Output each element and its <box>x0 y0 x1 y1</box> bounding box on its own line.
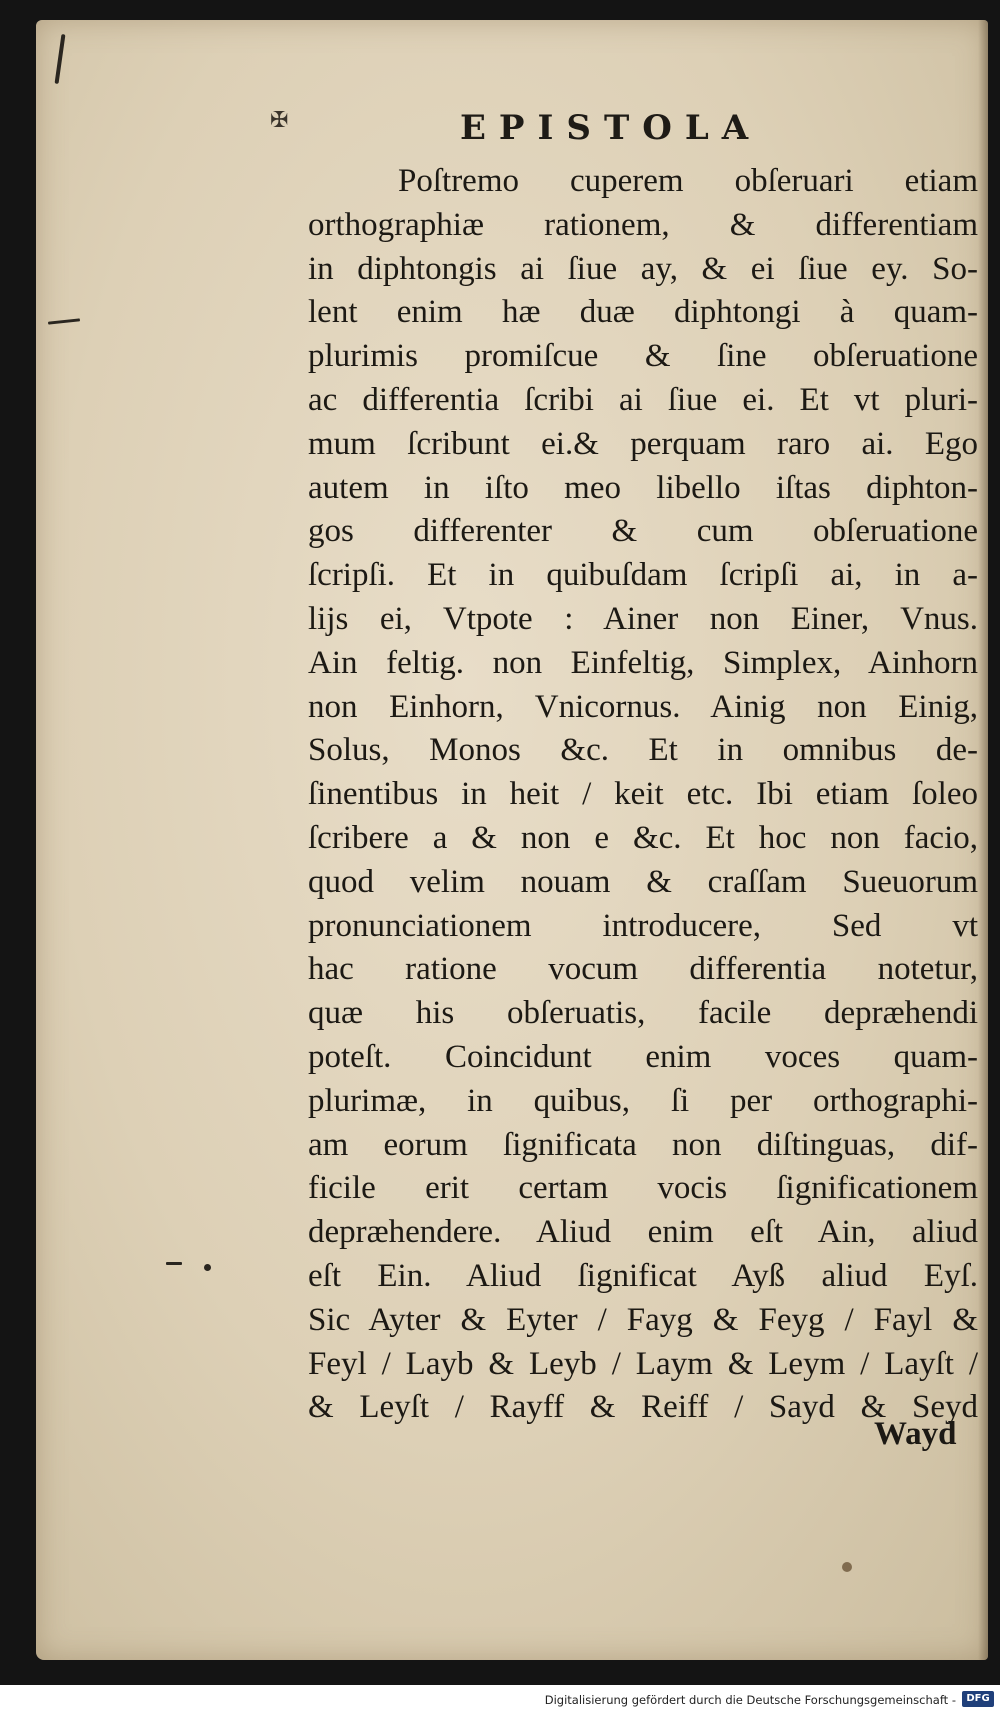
text-line: & Leyſt / Rayff & Reiff / Sayd & Seyd <box>308 1389 978 1426</box>
body-text <box>308 160 978 1430</box>
text-line: plurimæ, in quibus, ſi per orthographi- <box>308 1082 978 1119</box>
text-line: Ain feltig. non Einfeltig, Simplex, Ainhorn <box>308 644 978 681</box>
text-line: gos differenter & cum obſeruatione <box>308 513 978 550</box>
margin-mark <box>166 1262 182 1265</box>
text-line: Feyl / Layb & Leyb / Laym & Leym / Layſt / <box>308 1345 978 1382</box>
text-line: in diphtongis ai ſiue ay, & ei ſiue ey. So- <box>308 250 978 287</box>
funding-credit: Digitalisierung gefördert durch die Deutsche Forschungsgemeinschaft - <box>544 1693 956 1707</box>
running-head: EPISTOLA <box>460 108 762 148</box>
ink-mark <box>55 34 66 84</box>
margin-mark <box>48 318 80 324</box>
text-line: poteſt. Coincidunt enim voces quam- <box>308 1038 978 1075</box>
footer-bar <box>0 1685 1000 1717</box>
text-line: non Einhorn, Vnicornus. Ainig non Einig, <box>308 688 978 725</box>
text-line: eſt Ein. Aliud ſignificat Ayß aliud Eyſ. <box>308 1257 978 1294</box>
text-line: depræhendere. Aliud enim eſt Ain, aliud <box>308 1214 978 1251</box>
header-ornament-icon: ✠ <box>270 108 289 133</box>
text-line: lent enim hæ duæ diphtongi à quam- <box>308 294 978 331</box>
text-line: ſcripſi. Et in quibuſdam ſcripſi ai, in a- <box>308 557 978 594</box>
dfg-logo-icon: DFG <box>962 1691 994 1707</box>
text-line: quod velim nouam & craſſam Sueuorum <box>308 863 978 900</box>
text-line: ficile erit certam vocis ſignificationem <box>308 1170 978 1207</box>
text-line: autem in iſto meo libello iſtas diphton- <box>308 469 978 506</box>
text-line: mum ſcribunt ei.& perquam raro ai. Ego <box>308 425 978 462</box>
margin-mark <box>204 1264 211 1271</box>
text-line: hac ratione vocum differentia notetur, <box>308 951 978 988</box>
page-edge-shadow <box>978 20 988 1660</box>
text-line: Solus, Monos &c. Et in omnibus de- <box>308 732 978 769</box>
text-line: am eorum ſignificata non diſtinguas, dif- <box>308 1126 978 1163</box>
text-line: ſinentibus in heit / keit etc. Ibi etiam ſoleo <box>308 776 978 813</box>
text-line: orthographiæ rationem, & differentiam <box>308 206 978 243</box>
text-line: ſcribere a & non e &c. Et hoc non facio, <box>308 819 978 856</box>
text-line: plurimis promiſcue & ſine obſeruatione <box>308 338 978 375</box>
text-line: pronunciationem introducere, Sed vt <box>308 907 978 944</box>
text-line: Poſtremo cuperem obſeruari etiam <box>398 163 978 199</box>
text-line: ac differentia ſcribi ai ſiue ei. Et vt pluri- <box>308 381 978 418</box>
catchword: Wayd <box>874 1416 957 1452</box>
text-line: quæ his obſeruatis, facile depræhendi <box>308 995 978 1032</box>
text-line: lijs ei, Vtpote : Ainer non Einer, Vnus. <box>308 600 978 637</box>
text-line: Sic Ayter & Eyter / Fayg & Feyg / Fayl & <box>308 1301 978 1338</box>
paper-stain <box>842 1562 852 1572</box>
